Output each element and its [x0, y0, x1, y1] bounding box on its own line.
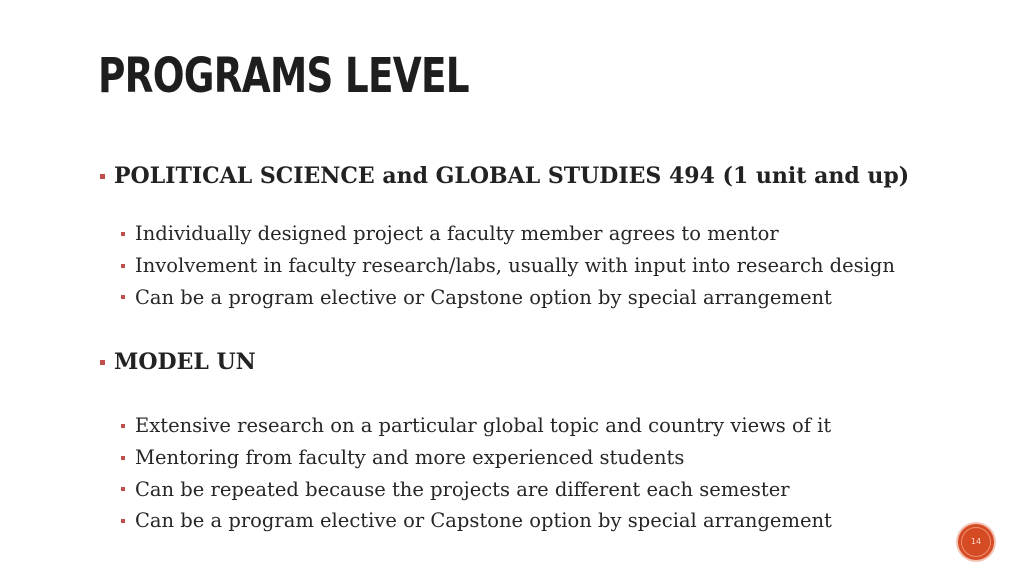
list-item	[121, 442, 964, 474]
slide-number: 14	[970, 537, 982, 546]
list-item-text: Involvement in faculty research/labs, usually with input into research design	[135, 254, 895, 278]
list-item	[121, 473, 964, 505]
square-bullet-icon	[121, 487, 125, 491]
list-item	[121, 281, 964, 313]
section-heading-text: POLITICAL SCIENCE and GLOBAL STUDIES 494 (1 unit and up)	[114, 163, 910, 189]
section-heading	[100, 159, 964, 193]
square-bullet-icon	[121, 232, 125, 236]
sub-bullet-list	[100, 218, 964, 313]
square-bullet-icon	[121, 424, 125, 428]
square-bullet-icon	[121, 264, 125, 268]
section-heading	[100, 345, 964, 379]
square-bullet-icon	[100, 174, 105, 179]
list-item	[121, 250, 964, 282]
sub-bullet-list	[100, 410, 964, 537]
list-item-text: Individually designed project a faculty member agrees to mentor	[135, 222, 779, 246]
list-item	[121, 218, 964, 250]
square-bullet-icon	[121, 456, 125, 460]
section-model-un	[100, 345, 964, 537]
square-bullet-icon	[121, 519, 125, 523]
list-item-text: Can be a program elective or Capstone option by special arrangement	[135, 509, 832, 533]
list-item-text: Extensive research on a particular global topic and country views of it	[135, 414, 832, 438]
section-heading-text: MODEL UN	[114, 349, 256, 375]
list-item-text: Can be repeated because the projects are different each semester	[135, 477, 790, 501]
list-item-text: Mentoring from faculty and more experienced students	[135, 446, 685, 470]
square-bullet-icon	[100, 360, 105, 365]
list-item-text: Can be a program elective or Capstone option by special arrangement	[135, 285, 832, 309]
section-political-science	[100, 159, 964, 313]
slide-title: PROGRAMS LEVEL	[98, 48, 469, 104]
square-bullet-icon	[121, 295, 125, 299]
list-item	[121, 410, 964, 442]
slide-number-button[interactable]	[958, 524, 994, 560]
list-item	[121, 505, 964, 537]
slide-number-ring	[961, 527, 991, 557]
